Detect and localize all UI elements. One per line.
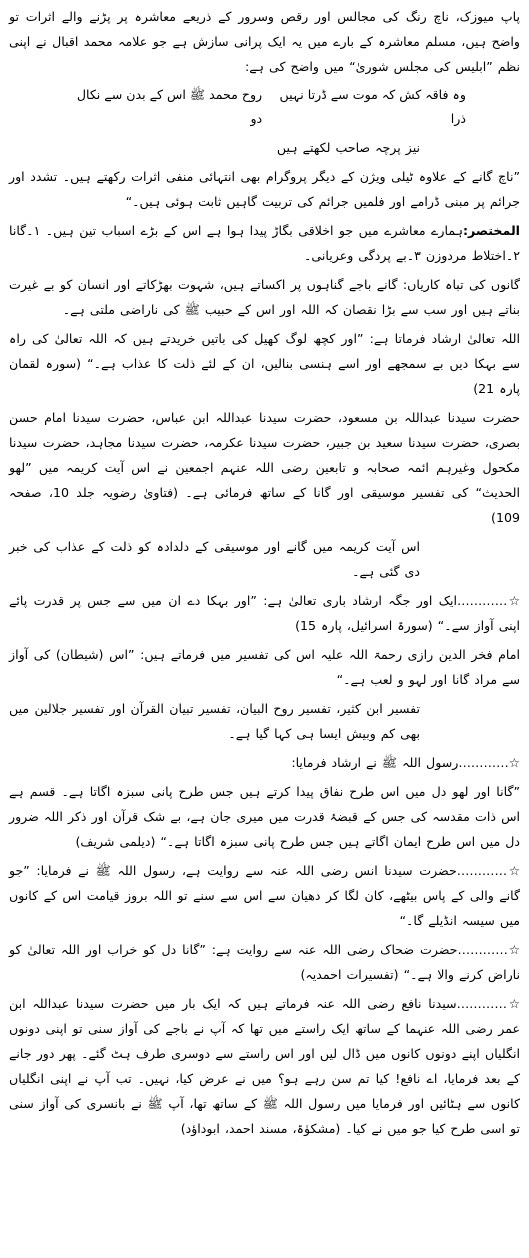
paragraph-lead: المختصر: [463, 223, 520, 238]
paragraph-text: اللہ تعالیٰ ارشاد فرماتا ہے: ”اور کچھ لوگ کھیل کی باتیں خریدتے ہیں کہ اللہ تعالیٰ کی راہ سے بہکا دیں بے سمجھے اور اسے ہنسی بنالیں، ان کے لئے ذلت کا عذاب ہے۔“ (سورہ لقمان پارہ 21) [9, 331, 520, 396]
verse-first-hemistich: وہ فاقہ کش کہ موت سے ڈرتا نہیں ذرا [279, 87, 466, 126]
paragraph-text: پاپ میوزک، ناچ رنگ کی مجالس اور رقص وسرور کے ذریعے معاشرہ پر پڑنے والے اثرات تو واضح ہیں، مسلم معاشرہ کے بارے میں یہ ایک پرانی سازش ہے جو علامہ محمد اقبال نے اپنی نظم ”ابلیس کی مجلس شوریٰ“ میں واضح کی ہے: [9, 9, 520, 74]
paragraph-text: ☆…………حضرت ضحاک رضی اللہ عنہ سے روایت ہے: ”گانا دل کو خراب اور اللہ تعالیٰ کو ناراض کرنے والا ہے۔“ (تفسیرات احمدیہ) [9, 942, 520, 982]
paragraph [9, 642, 520, 692]
paragraph-text: ہمارے معاشرے میں جو اخلاقی بگاڑ پیدا ہوا ہے اس کے بڑے اسباب تین ہیں۔ ۱۔گانا ۲۔اختلاط مردوزن ۳۔بے پردگی وعریانی۔ [9, 223, 520, 263]
paragraph [9, 4, 520, 79]
paragraph-text: نیز پرچہ صاحب لکھتے ہیں [276, 140, 420, 155]
verse-second-hemistich: روح محمد ﷺ اس کے بدن سے نکال دو [76, 87, 263, 126]
paragraph [9, 858, 520, 933]
paragraph-text: تفسیر ابن کثیر، تفسیر روح البیان، تفسیر تبیان القرآن اور تفسیر جلالین میں بھی کم وبیش ایسا ہی کہا گیا ہے۔ [9, 701, 420, 741]
paragraph [9, 326, 520, 401]
paragraph-text: اس آیت کریمہ میں گانے اور موسیقی کے دلدادہ کو ذلت کے عذاب کی خبر دی گئی ہے۔ [9, 539, 420, 579]
paragraph-text: ☆…………حضرت سیدنا انس رضی اللہ عنہ سے روایت ہے، رسول اللہ ﷺ نے فرمایا: ”جو گانے والی کے پاس بیٹھے، کان لگا کر دھیان سے اس سے سنے تو اللہ بروز قیامت اس کے کانوں میں سیسہ انڈیلے گا۔“ [9, 863, 520, 928]
paragraph [9, 534, 520, 584]
paragraph [9, 991, 520, 1141]
paragraph [9, 779, 520, 854]
paragraph [9, 218, 520, 268]
paragraph-text: ”گانا اور لھو دل میں اس طرح نفاق پیدا کرتے ہیں جس طرح پانی سبزہ اگاتا ہے۔ قسم ہے اس ذات مقدسہ کی جس کے قبضۂ قدرت میں میری جان ہے، بے شک قرآن اور ذکر اللہ ضرور دل میں اس طرح ایمان اگاتے ہیں جس طرح پانی سبزہ اگاتا ہے۔“ (دیلمی شریف) [9, 784, 520, 849]
paragraph-text: گانوں کی تباہ کاریاں: گانے باجے گناہوں پر اکساتے ہیں، شہوت بھڑکاتے اور انسان کو بے غیرت بناتے ہیں اور سب سے بڑا نقصان کہ اللہ اور اس کے حبیب ﷺ کی ناراضی ملتی ہے۔ [9, 277, 520, 317]
poetry-verse [9, 83, 520, 131]
paragraph-text: ☆…………سیدنا نافع رضی اللہ عنہ فرماتے ہیں کہ ایک بار میں حضرت سیدنا عبداللہ ابن عمر رضی اللہ عنہما کے ساتھ ایک راستے میں تھا کہ آپ نے باجے کی آواز سنی تو اپنی دونوں انگلیاں اپنے دونوں کانوں میں ڈال لیں اور اس راستے سے دوسری طرف ہٹ گئے۔ پھر دور جانے کے بعد فرمایا، اے نافع! کیا تم سن رہے ہو؟ میں نے عرض کیا، نہیں۔ تب آپ نے اپنی انگلیاں کانوں سے ہٹائیں اور فرمایا میں رسول اللہ ﷺ کے ساتھ تھا، آپ ﷺ نے بانسری کی آواز سنی تو اسی طرح کیا جو میں نے کیا۔ (مشکوٰۃ، مسند احمد، ابوداؤد) [9, 996, 520, 1136]
paragraph-text: ☆…………ایک اور جگہ ارشاد باری تعالیٰ ہے: ”اور بہکا دے ان میں سے جس پر قدرت پائے اپنی آواز سے۔“ (سورۃ اسرائیل، پارہ 15) [9, 593, 520, 633]
paragraph [9, 937, 520, 987]
paragraph-text: حضرت سیدنا عبداللہ بن مسعود، حضرت سیدنا عبداللہ ابن عباس، حضرت سیدنا امام حسن بصری، حضرت سیدنا سعید بن جبیر، حضرت سیدنا عکرمہ، حضرت سیدنا مجاہد، حضرت سیدنا مکحول وغیرہم ائمہ صحابہ و تابعین رضی اللہ عنہم اجمعین نے اس آیت کریمہ میں ”لھو الحدیث“ کی تفسیر موسیقی اور گانا کے ساتھ فرمائی ہے۔ (فتاویٰ رضویہ جلد 10، صفحہ 109) [9, 410, 520, 525]
paragraph [9, 405, 520, 530]
paragraph-text: امام فخر الدین رازی رحمۃ اللہ علیہ اس کی تفسیر میں فرماتے ہیں: ”اس (شیطان) کی آواز سے مراد گانا اور لہو و لعب ہے۔“ [9, 647, 520, 687]
paragraph [9, 272, 520, 322]
paragraph-text: ☆…………رسول اللہ ﷺ نے ارشاد فرمایا: [291, 755, 520, 770]
paragraph [9, 696, 520, 746]
paragraph [9, 135, 520, 160]
paragraph [9, 750, 520, 775]
paragraph-text: ”ناچ گانے کے علاوہ ٹیلی ویژن کے دیگر پروگرام بھی انتہائی منفی اثرات رکھتے ہیں۔ تشدد اور جرائم پر مبنی ڈرامے اور فلمیں جرائم کی تربیت گاہیں ثابت ہوئی ہیں۔“ [9, 169, 520, 209]
paragraph [9, 164, 520, 214]
paragraph [9, 588, 520, 638]
